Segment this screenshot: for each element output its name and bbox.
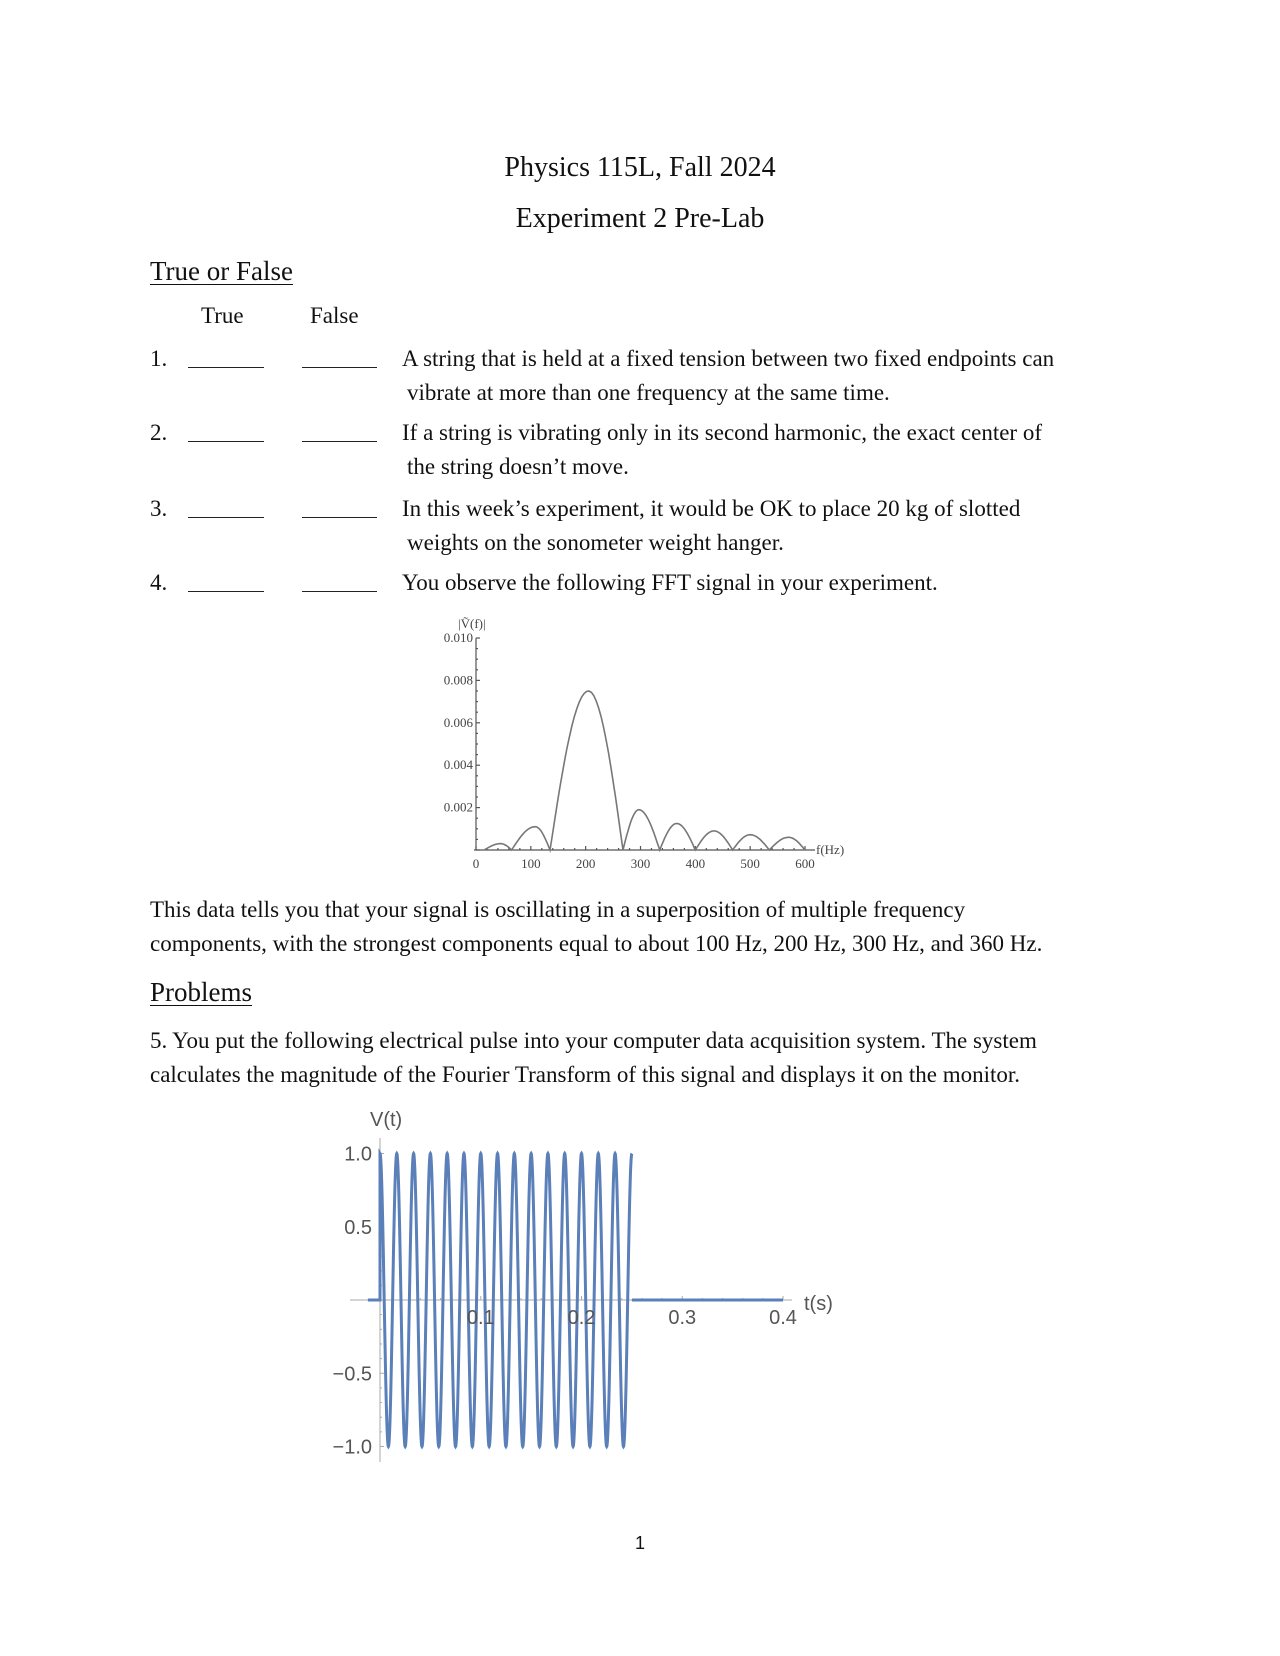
x-axis-label: f(Hz) xyxy=(816,842,845,857)
y-axis-label: |Ṽ(f)| xyxy=(458,616,486,631)
pulse-chart xyxy=(330,1090,950,1490)
item-text: In this week’s experiment, it would be OK to place 20 kg of slotted xyxy=(402,496,1021,521)
x-tick-label: 600 xyxy=(795,856,815,871)
y-tick-label: 0.5 xyxy=(344,1216,372,1239)
fft-explanation: This data tells you that your signal is oscillating in a superposition of multiple frequency xyxy=(150,897,966,922)
fft-chart xyxy=(434,614,864,876)
item-number: 2. xyxy=(150,420,168,445)
y-tick-label: 0.002 xyxy=(443,799,473,815)
y-tick-label: 0.004 xyxy=(443,757,473,773)
item-text: You observe the following FFT signal in your experiment. xyxy=(402,570,938,595)
problem-5-text: 5. You put the following electrical pulse into your computer data acquisition system. The system xyxy=(150,1028,1037,1053)
x-tick-label: 0.1 xyxy=(466,1307,495,1329)
true-answer-blank[interactable] xyxy=(188,367,264,368)
y-tick-label: 0.010 xyxy=(443,630,473,645)
item-number: 1. xyxy=(150,346,168,371)
item-number: 3. xyxy=(150,496,168,521)
section-heading-problems: Problems xyxy=(150,977,253,1007)
item-text: A string that is held at a fixed tension between two fixed endpoints can xyxy=(402,346,1055,371)
x-tick-label: 200 xyxy=(575,856,596,871)
problem-5-text: calculates the magnitude of the Fourier Transform of this signal and displays it on the monitor. xyxy=(150,1062,1021,1087)
y-tick-label: −1.0 xyxy=(332,1436,372,1459)
x-axis-label: t(s) xyxy=(804,1293,833,1315)
y-axis-label: V(t) xyxy=(370,1109,403,1131)
fft-explanation: components, with the strongest components equal to about 100 Hz, 200 Hz, 300 Hz, and 360 Hz. xyxy=(150,931,1043,956)
page-subtitle: Experiment 2 Pre-Lab xyxy=(515,203,765,234)
column-header-true: True xyxy=(201,303,244,328)
y-tick-label: −0.5 xyxy=(332,1363,372,1386)
y-tick-label: 0.008 xyxy=(443,672,473,688)
item-text: If a string is vibrating only in its second harmonic, the exact center of xyxy=(402,420,1042,445)
column-header-false: False xyxy=(310,303,359,328)
false-answer-blank[interactable] xyxy=(302,367,377,368)
false-answer-blank[interactable] xyxy=(302,517,377,518)
true-answer-blank[interactable] xyxy=(188,441,264,442)
true-answer-blank[interactable] xyxy=(188,591,264,592)
x-tick-label: 400 xyxy=(685,856,706,871)
fft-curve xyxy=(484,691,805,850)
page-title: Physics 115L, Fall 2024 xyxy=(504,152,776,183)
x-tick-label: 300 xyxy=(630,856,651,871)
x-tick-label: 100 xyxy=(521,856,541,871)
x-tick-label: 0.2 xyxy=(567,1307,596,1329)
page-number: 1 xyxy=(634,1533,645,1553)
y-tick-label: 0.006 xyxy=(443,714,473,730)
item-text: the string doesn’t move. xyxy=(407,454,629,479)
x-tick-label: 0 xyxy=(472,856,480,871)
section-heading-true-false: True or False xyxy=(150,256,294,286)
false-answer-blank[interactable] xyxy=(302,441,377,442)
x-tick-label: 0.4 xyxy=(769,1307,797,1329)
false-answer-blank[interactable] xyxy=(302,591,377,592)
x-tick-label: 500 xyxy=(740,856,760,871)
true-answer-blank[interactable] xyxy=(188,517,264,518)
item-number: 4. xyxy=(150,570,168,595)
y-tick-label: 1.0 xyxy=(344,1143,372,1166)
x-tick-label: 0.3 xyxy=(668,1307,697,1329)
item-text: vibrate at more than one frequency at the same time. xyxy=(407,380,890,405)
item-text: weights on the sonometer weight hanger. xyxy=(407,530,784,555)
